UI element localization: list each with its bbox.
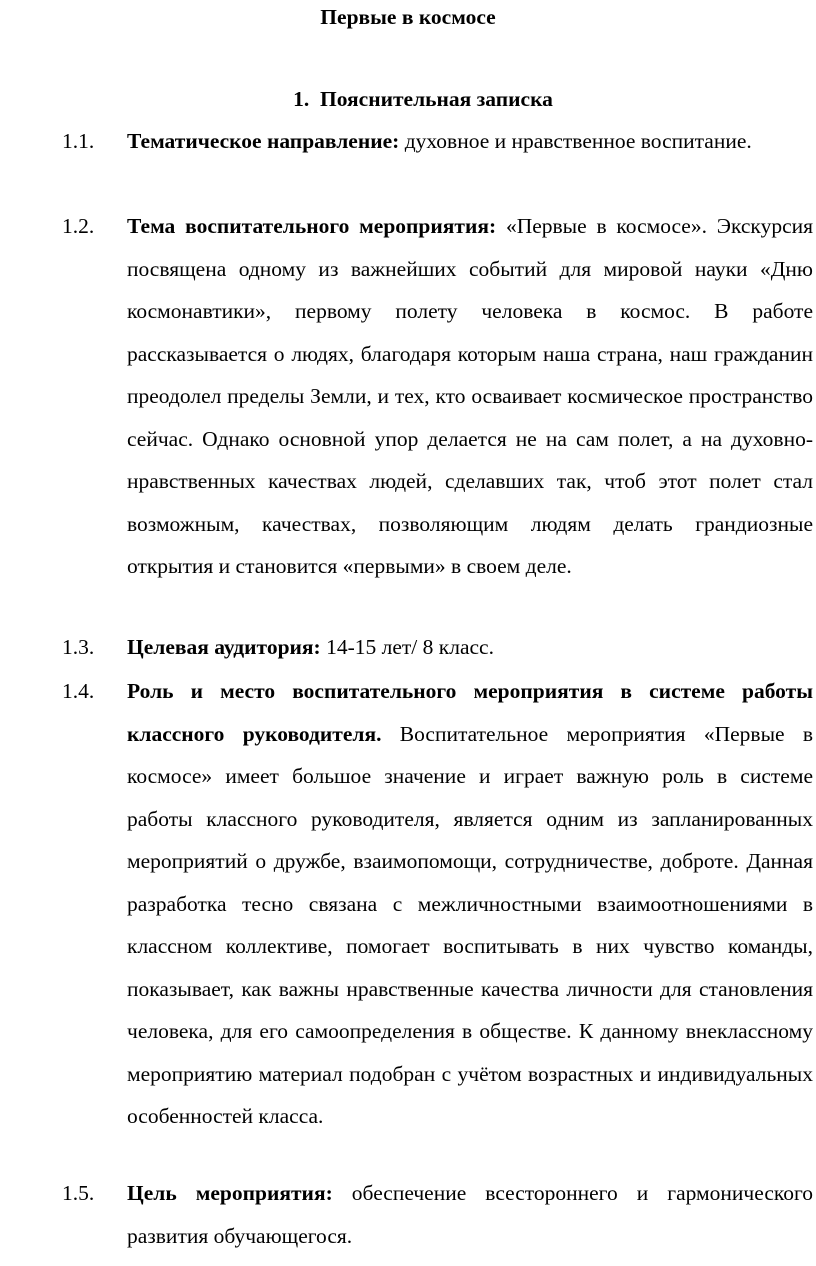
item-label: Целевая аудитория:: [127, 635, 321, 659]
item-body: [127, 1172, 813, 1257]
item-label: Роль и место воспитательного мероприятия в системе работы классного руководителя.: [127, 679, 813, 746]
item-number: 1.5.: [62, 1181, 95, 1205]
item-body: [127, 120, 813, 163]
item-text: «Первые в космосе». Экскурсия посвящена одному из важнейших событий для мировой науки «Дню космонавтики», первому полету человека в космос. В работе рассказывается о людях, благодаря которым наша страна, наш гражданин преодолел пределы Земли, и тех, кто осваивает космическое пространство сейчас. Однако основной упор делается не на сам полет, а на духовно-нравственных качествах людей, сделавших так, чтоб этот полет стал возможным, качествах, позволяющим людям делать грандиозные открытия и становится «первыми» в своем деле.: [127, 214, 814, 578]
item-number: 1.1.: [62, 129, 95, 153]
item-text: 14-15 лет/ 8 класс.: [326, 635, 494, 659]
item-label: Тематическое направление:: [127, 129, 400, 153]
item-text: обеспечение всестороннего и гармонического развития обучающегося.: [127, 1181, 813, 1248]
section-title: Пояснительная записка: [319, 87, 553, 111]
item-label: Цель мероприятия:: [127, 1181, 333, 1205]
item-body: [127, 205, 813, 588]
item-number: 1.4.: [62, 679, 95, 703]
item-number: 1.3.: [62, 635, 95, 659]
section-heading: [0, 86, 816, 112]
item-label: Тема воспитательного мероприятия:: [127, 214, 497, 238]
item-body: [127, 626, 813, 669]
document-title: Первые в космосе: [320, 5, 496, 29]
item-number: 1.2.: [62, 214, 95, 238]
section-number: 1.: [293, 87, 310, 111]
item-text: Воспитательное мероприятия «Первые в космосе» имеет большое значение и играет важную роль в системе работы классного руководителя, является одним из запланированных мероприятий о дружбе, взаимопомощи, сотрудничестве, доброте. Данная разработка тесно связана с межличностными взаимоотношениями в классном коллективе, помогает воспитывать в них чувство команды, показывает, как важны нравственные качества личности для становления человека, для его самоопределения в обществе. К данному внеклассному мероприятию материал подобран с учётом возрастных и индивидуальных особенностей класса.: [127, 721, 814, 1128]
item-text: духовное и нравственное воспитание.: [404, 129, 752, 153]
item-body: [127, 670, 813, 1138]
